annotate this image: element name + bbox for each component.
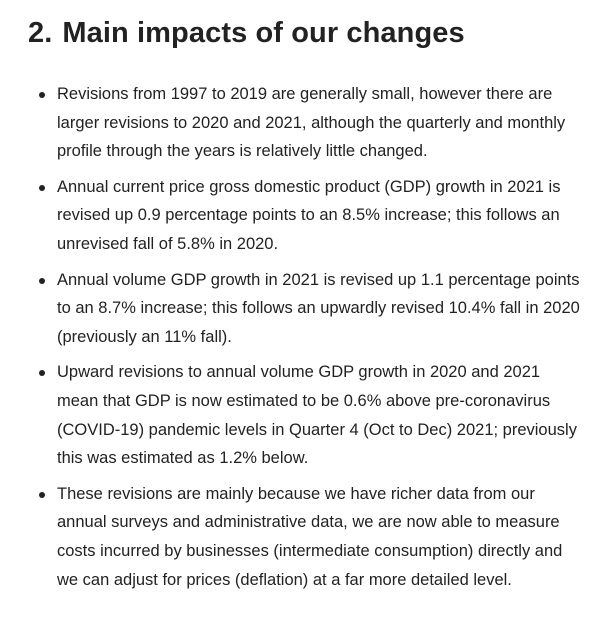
bullet-list	[28, 80, 580, 594]
bullet-text: Annual volume GDP growth in 2021 is revised up 1.1 percentage points to an 8.7% increase; this follows an upwardly revised 10.4% fall in 2020 (previously an 11% fall).	[57, 270, 580, 346]
bullet-icon	[39, 492, 45, 498]
bullet-icon	[39, 92, 45, 98]
bullet-text: These revisions are mainly because we have richer data from our annual surveys and administrative data, we are now able to measure costs incurred by businesses (intermediate consumption) directly and we can adjust for prices (deflation) at a far more detailed level.	[57, 484, 563, 589]
bullet-item	[28, 358, 580, 472]
bullet-item	[28, 173, 580, 259]
section-number: 2.	[28, 17, 53, 49]
section-heading	[28, 14, 580, 52]
bullet-icon	[39, 278, 45, 284]
bullet-text: Annual current price gross domestic product (GDP) growth in 2021 is revised up 0.9 percentage points to an 8.5% increase; this follows an unrevised fall of 5.8% in 2020.	[57, 177, 561, 253]
section-title: Main impacts of our changes	[62, 17, 465, 49]
bullet-icon	[39, 185, 45, 191]
bullet-item	[28, 80, 580, 166]
bullet-item	[28, 266, 580, 352]
bullet-item	[28, 480, 580, 594]
bullet-text: Revisions from 1997 to 2019 are generally small, however there are larger revisions to 2020 and 2021, although the quarterly and monthly profile through the years is relatively little changed.	[57, 85, 566, 161]
bullet-icon	[39, 370, 45, 376]
bullet-text: Upward revisions to annual volume GDP growth in 2020 and 2021 mean that GDP is now estimated to be 0.6% above pre-coronavirus (COVID-19) pandemic levels in Quarter 4 (Oct to Dec) 2021; previously this was estimated as 1.2% below.	[57, 363, 577, 468]
